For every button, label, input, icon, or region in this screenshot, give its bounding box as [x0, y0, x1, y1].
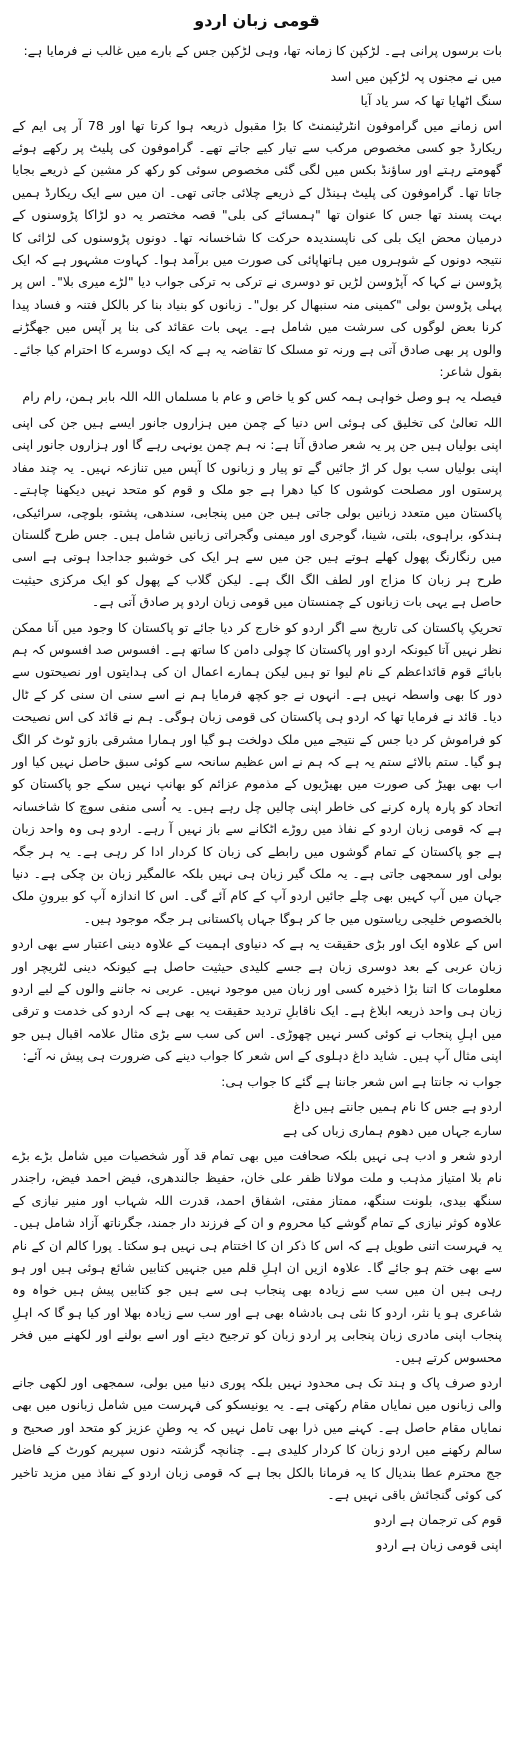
verse-line-2: سنگ اٹھایا تھا کہ سر یاد آیا	[360, 93, 502, 109]
paragraph-intro: بات برسوں پرانی ہے۔ لڑکپن کا زمانہ تھا، وہی لڑکپن جس کے بارے میں غالب نے فرمایا ہے:	[23, 43, 502, 59]
paragraph-conclusion: اردو صرف پاک و ہند تک ہی محدود نہیں بلکہ پوری دنیا میں بولی، سمجھی اور لکھی جانے والی زبانوں میں نمایاں مقام رکھتی ہے۔ یہ یونیسکو کی فہرست میں شامل زبانوں میں بھی نمایاں مقام حاصل ہے۔ کہنے میں ذرا بھی تامل نہیں کہ یہ وطنِ عزیز کو متحد اور صحیح و سالم رکھنے میں اردو زبان کا کردار کلیدی ہے۔ چنانچہ گزشتہ دنوں سپریم کورٹ کے فاضل جج محترم عطا بندیال کا یہ فرمانا بالکل بجا ہے کہ قومی زبان اردو کے نفاذ میں مزید تاخیر کی کوئی گنجائش باقی نہیں ہے۔	[12, 1374, 502, 1502]
verse-line-4: سارے جہاں میں دھوم ہماری زباں کی ہے	[282, 1123, 502, 1139]
paragraph-gramophone: اس زمانے میں گراموفون انٹرٹینمنٹ کا بڑا مقبول ذریعہ ہوا کرتا تھا اور 78 آر پی ایم کے ریکارڈ جو کسی مخصوص مرکب سے تیار کیے جاتے تھے۔ گراموفون کی پلیٹ پر رکھے ہوئے گھومتے رہتے اور ساؤنڈ بکس میں لگی گئی مخصوص سوئی کو رکھ کر مشین کے ذریعے بجایا جاتا تھا۔ گراموفون کی پلیٹ ہینڈل کے ذریعے چلائی جاتی تھی۔ ان میں سے ایک ریکارڈ ہمیں بہت پسند تھا جس کا عنوان تھا "ہمسائے کی بلی" قصہ مختصر یہ دو لڑاکا پڑوسنوں کے درمیان محض ایک بلی کی ناپسندیدہ حرکت کا شاخسانہ تھا۔ دونوں پڑوسنوں کی لڑائی کا نتیجہ دونوں کے شوہروں میں ہاتھاپائی کی صورت میں برآمد ہوا۔ کہاوت مشہور ہے کہ ایک پڑوسن نے کہا کہ آپڑوسن لڑیں تو دوسری نے ترکی بہ ترکی جواب دیا "لڑے میری بلا"۔ اس پر پہلی پڑوسن بولی "کمینی منہ سنبھال کر بول"۔ زبانوں کو بنیاد بنا کر بالکل فتنہ و فساد پیدا کرنا بعض لوگوں کی سرشت میں شامل ہے۔ یہی بات عقائد کی بنا پر آپس میں جھگڑنے والوں پر بھی صادق آتی ہے ورنہ تو مسلک کا تقاضہ یہ ہے کہ ایک دوسرے کا احترام کیا جائے۔ بقول شاعر:	[12, 117, 502, 380]
paragraph-religious-importance: اس کے علاوہ ایک اور بڑی حقیقت یہ ہے کہ دنیاوی اہمیت کے علاوہ دینی اعتبار سے بھی اردو زبان عربی کے بعد دوسری زبان ہے جسے کلیدی حیثیت حاصل ہے کیونکہ دینی لٹریچر اور معلومات کا اتنا بڑا ذخیرہ کسی اور زبان میں موجود نہیں۔ عربی نہ جاننے والوں کے لیے اردو زبان ہی واحد ذریعہ ابلاغ ہے۔ ایک ناقابلِ تردید حقیقت یہ بھی ہے کہ اردو کی خدمت و ترقی میں اہلِ پنجاب نے کوئی کسر نہیں چھوڑی۔ اس کی سب سے بڑی مثال علامہ اقبال ہیں جو اپنی مثال آپ ہیں۔ شاید داغ دہلوی کے اس شعر کا جواب دینے کی ضرورت ہی پیش نہ آئے:	[12, 936, 502, 1064]
verse-line-5: قوم کی ترجمان ہے اردو	[374, 1512, 502, 1528]
paragraph-daagh-intro: جواب نہ جانتا ہے اس شعر جاننا ہے گئے کا جواب ہی:	[221, 1073, 502, 1089]
article-title: قومی زبان اردو	[194, 11, 320, 30]
paragraph-pakistan-movement: تحریکِ پاکستان کی تاریخ سے اگر اردو کو خارج کر دیا جائے تو پاکستان کا وجود میں آنا ممکن نظر نہیں آتا کیونکہ اردو اور پاکستان کا چولی دامن کا ساتھ ہے۔ افسوس صد افسوس کہ ہم بابائے قوم قائداعظم کے نام لیوا تو ہیں لیکن ہمارے اعمال ان کی ہدایتوں اور نصیحتوں سے دور کا بھی واسطہ نہیں ہے۔ انہوں نے جو کچھ فرمایا ہم نے اسے سنی ان سنی کر کے ٹال دیا۔ قائد نے فرمایا تھا کہ اردو ہی پاکستان کی قومی زبان ہوگی۔ ہم نے قائد کی اس نصیحت کو فراموش کر دیا جس کے نتیجے میں ملک دولخت ہو گیا اور ہمارا مشرقی بازو ٹوٹ کر الگ ہو گیا۔ ستم بالائے ستم یہ ہے کہ ہم نے اس عظیم سانحہ سے کوئی سبق حاصل نہیں کیا اور اب بھی بھیڑ کی صورت میں بھیڑیوں کے مذموم عزائم کو بھانپ نہیں سکے جو پاکستان کو اتحاد کو پارہ پارہ کرنے کی خاطر اپنی چالیں چل رہے ہیں۔ یہ اُسی منفی سوچ کا شاخسانہ ہے کہ قومی زبان اردو کے نفاذ میں روڑے اٹکانے سے باز نہیں آ رہے۔ اردو ہی وہ واحد زبان ہے جو پاکستان کے تمام گوشوں میں رابطے کی زبان کا کردار ادا کر رہی ہے۔ یہ ہر جگہ بولی اور سمجھی جاتی ہے۔ یہ ملک گیر زبان ہی نہیں بلکہ عالمگیر زبان بن چکی ہے۔ دنیا جہان میں آپ کہیں بھی چلے جائیں اردو آپ کے کام آئے گی۔ اس کا اندازہ آپ کو بیرونِ ملک بالخصوص خلیجی ریاستوں میں جا کر ہوگا جہاں پاکستانی ہر جگہ موجود ہیں۔	[12, 619, 502, 926]
verse-line-1: میں نے مجنوں پہ لڑکپن میں اسد	[330, 68, 502, 84]
paragraph-literature: اردو شعر و ادب ہی نہیں بلکہ صحافت میں بھی تمام قد آور شخصیات میں شامل بڑے بڑے نام بلا امتیاز مذہب و ملت مولانا ظفر علی خان، حفیظ جالندھری، فیض احمد فیض، راجندر سنگھ بیدی، بلونت سنگھ، ممتاز مفتی، اشفاق احمد، قدرت اللہ شہاب اور منیر نیازی کے علاوہ کوثر نیازی کے تمام گوشے کیا محروم و ان کے فرزند دار جمند، جگرناتھ آزاد شامل ہیں۔ یہ فہرست اتنی طویل ہے کہ اس کا ذکر ان کا اختتام ہی نہیں ہو سکتا۔ پورا کالم ان کے نام سے بھی ختم ہو جائے گا۔ علاوہ ازیں ان اہلِ قلم میں جنہیں کتابیں شائع ہوئی ہیں اور ہو رہی ہیں ان میں سب سے زیادہ بھی پنجاب ہی سے ہیں جو کتابیں پیش ہیں خواہ وہ شاعری ہو یا نثر، اردو کا نئی ہی بادشاہ بھی ہے اور سب سے زیادہ بھلا اور کیا ہو گا کہ اہلِ پنجاب اپنی مادری زبان پنجابی پر اردو زبان کو ترجیح دیتے اور اسے بولنے اور لکھنے میں فخر محسوس کرتے ہیں۔	[12, 1147, 502, 1365]
verse-line-3: اردو ہے جس کا نام ہمیں جانتے ہیں داغ	[293, 1099, 502, 1115]
paragraph-languages: اللہ تعالیٰ کی تخلیق کی ہوئی اس دنیا کے چمن میں ہزاروں جانور ایسے ہیں جن کی اپنی اپنی بولیاں ہیں جن پر یہ شعر صادق آتا ہے: نہ ہم چمن یونہی رہے گا اور ہزاروں جانور اپنی اپنی بولیاں سب بول کر اڑ جائیں گے تو پیار و زبانوں کا آپس میں تنازعہ نہیں۔ یہ چند مفاد پرستوں اور مصلحت کوشوں کا کیا دھرا ہے جو ملک و قوم کو متحد نہیں دیکھنا چاہتے۔ پاکستان میں متعدد زبانیں بولی جاتی ہیں جن میں پنجابی، سندھی، پشتو، بلوچی، سرائیکی، ہندکو، براہوی، بلتی، شینا، گوجری اور میمنی وگجراتی زبانیں شامل ہیں۔ جس طرح گلستان میں رنگارنگ پھول کھلے ہوتے ہیں جن میں سے ہر ایک کی خوشبو جداجدا ہوتی ہے اسی طرح ہر زبان کا مزاج اور لطف الگ الگ ہے۔ لیکن گلاب کے پھول کو ایک مرکزی حیثیت حاصل ہے یہی بات زبانوں کے چمنستان میں قومی زبان اردو پر صادق آتی ہے۔	[12, 414, 502, 610]
verse-line-6: اپنی قومی زبان ہے اردو	[376, 1536, 502, 1552]
paragraph-couplet-quote: فیصلہ یہ ہو وصل خواہی ہمہ کس کو یا خاص و عام با مسلماں اللہ اللہ بابر ہمن، رام رام	[22, 389, 502, 405]
